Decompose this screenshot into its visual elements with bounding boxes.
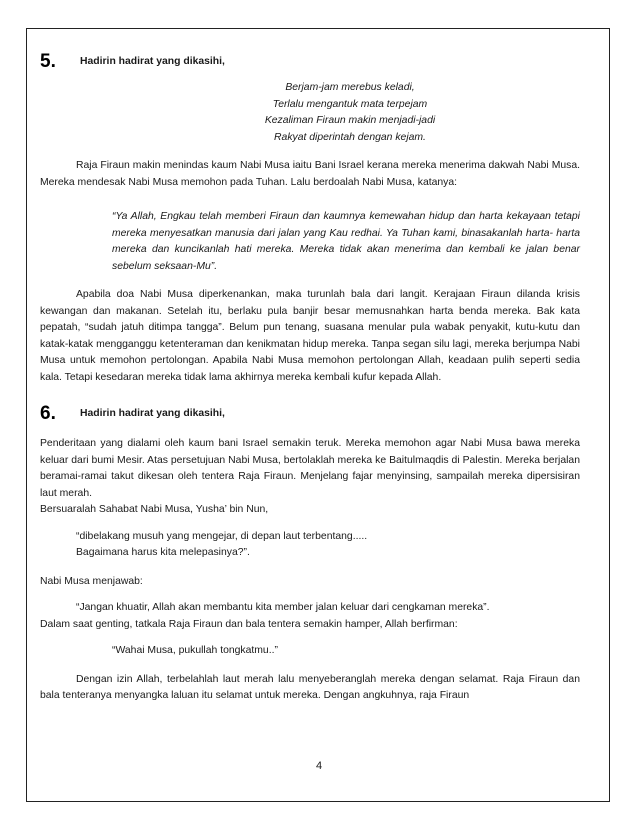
paragraph: Apabila doa Nabi Musa diperkenankan, maka turunlah bala dari langit. Kerajaan Firaun dilanda krisis kewangan dan makanan. Setelah itu, berlaku pula banjir besar memusnahkan harta benda mereka. Bak kata pepatah, “sudah jatuh ditimpa tangga”. Belum pun tenang, suasana menular pula wabak penyakit, kutu-kutu dan katak-katak mengganggu ketenteraman dan kenikmatan hidup mereka. Tanpa segan silu lagi, mereka berjumpa Nabi Musa untuk memohon pertolongan. Apabila Nabi Musa memohon pertolongan Allah, keadaan pulih seperti sedia kala. Tetapi kesedaran mereka tidak lama akhirnya mereka kembali kufur kepada Allah.	[40, 289, 580, 383]
pantun	[40, 80, 580, 146]
section-title: Hadirin hadirat yang dikasihi,	[80, 407, 225, 419]
paragraph-line: Nabi Musa menjawab:	[40, 575, 143, 587]
section-number: 5.	[40, 50, 56, 72]
paragraph: Raja Firaun makin menindas kaum Nabi Musa iaitu Bani Israel kerana mereka menerima dakwah Nabi Musa. Mereka mendesak Nabi Musa memohon pada Tuhan. Lalu berdoalah Nabi Musa, katanya:	[40, 160, 580, 188]
prayer-quote: “Ya Allah, Engkau telah memberi Firaun dan kaumnya kemewahan hidup dan harta kekayaan tetapi mereka menyesatkan manusia dari jalan yang Kau redhai. Ya Tuhan kami, binasakanlah harta- harta mereka dan kuncikanlah hati mereka. Mereka tidak akan menerima dan kembali ke jalan benar sebelum seksaan-Mu”.	[112, 211, 580, 272]
section-number: 6.	[40, 402, 56, 424]
section-title: Hadirin hadirat yang dikasihi,	[80, 55, 225, 67]
paragraph-line: Dalam saat genting, tatkala Raja Firaun dan bala tentera semakin hamper, Allah berfirman:	[40, 618, 458, 630]
section-6-header	[40, 402, 580, 426]
dialog-line: Bagaimana harus kita melepasinya?”.	[76, 547, 250, 558]
section-5-header	[40, 50, 580, 74]
paragraph-line: Bersuaralah Sahabat Nabi Musa, Yusha’ bin Nun,	[40, 504, 269, 515]
page-number: 4	[315, 760, 323, 772]
dialog-line: “Jangan khuatir, Allah akan membantu kita member jalan keluar dari cengkaman mereka”.	[76, 602, 490, 613]
dialog-line: “Wahai Musa, pukullah tongkatmu..”	[112, 645, 278, 656]
page-content	[40, 50, 580, 705]
pantun-line: Kezaliman Firaun makin menjadi-jadi	[264, 115, 436, 126]
paragraph: Dengan izin Allah, terbelahlah laut merah lalu menyeberanglah mereka dengan selamat. Raja Firaun dan bala tenteranya menyangka laluan itu selamat untuk mereka. Dengan angkuhnya, raja Firaun	[40, 673, 580, 701]
pantun-line: Rakyat diperintah dengan kejam.	[274, 131, 426, 143]
pantun-line: Terlalu mengantuk mata terpejam	[272, 98, 428, 110]
pantun-line: Berjam-jam merebus keladi,	[285, 82, 415, 93]
dialog-line: “dibelakang musuh yang mengejar, di depan laut terbentang.....	[76, 530, 368, 542]
paragraph: Penderitaan yang dialami oleh kaum bani Israel semakin teruk. Mereka memohon agar Nabi Musa bawa mereka keluar dari bumi Mesir. Atas persetujuan Nabi Musa, bertolaklah mereka ke Baitulmaqdis di Palestin. Mereka berjalan beramai-ramai takut dikesan oleh tentera Raja Firaun. Menjelang fajar menyinsing, sampailah mereka dipersisiran laut merah.	[40, 438, 580, 499]
